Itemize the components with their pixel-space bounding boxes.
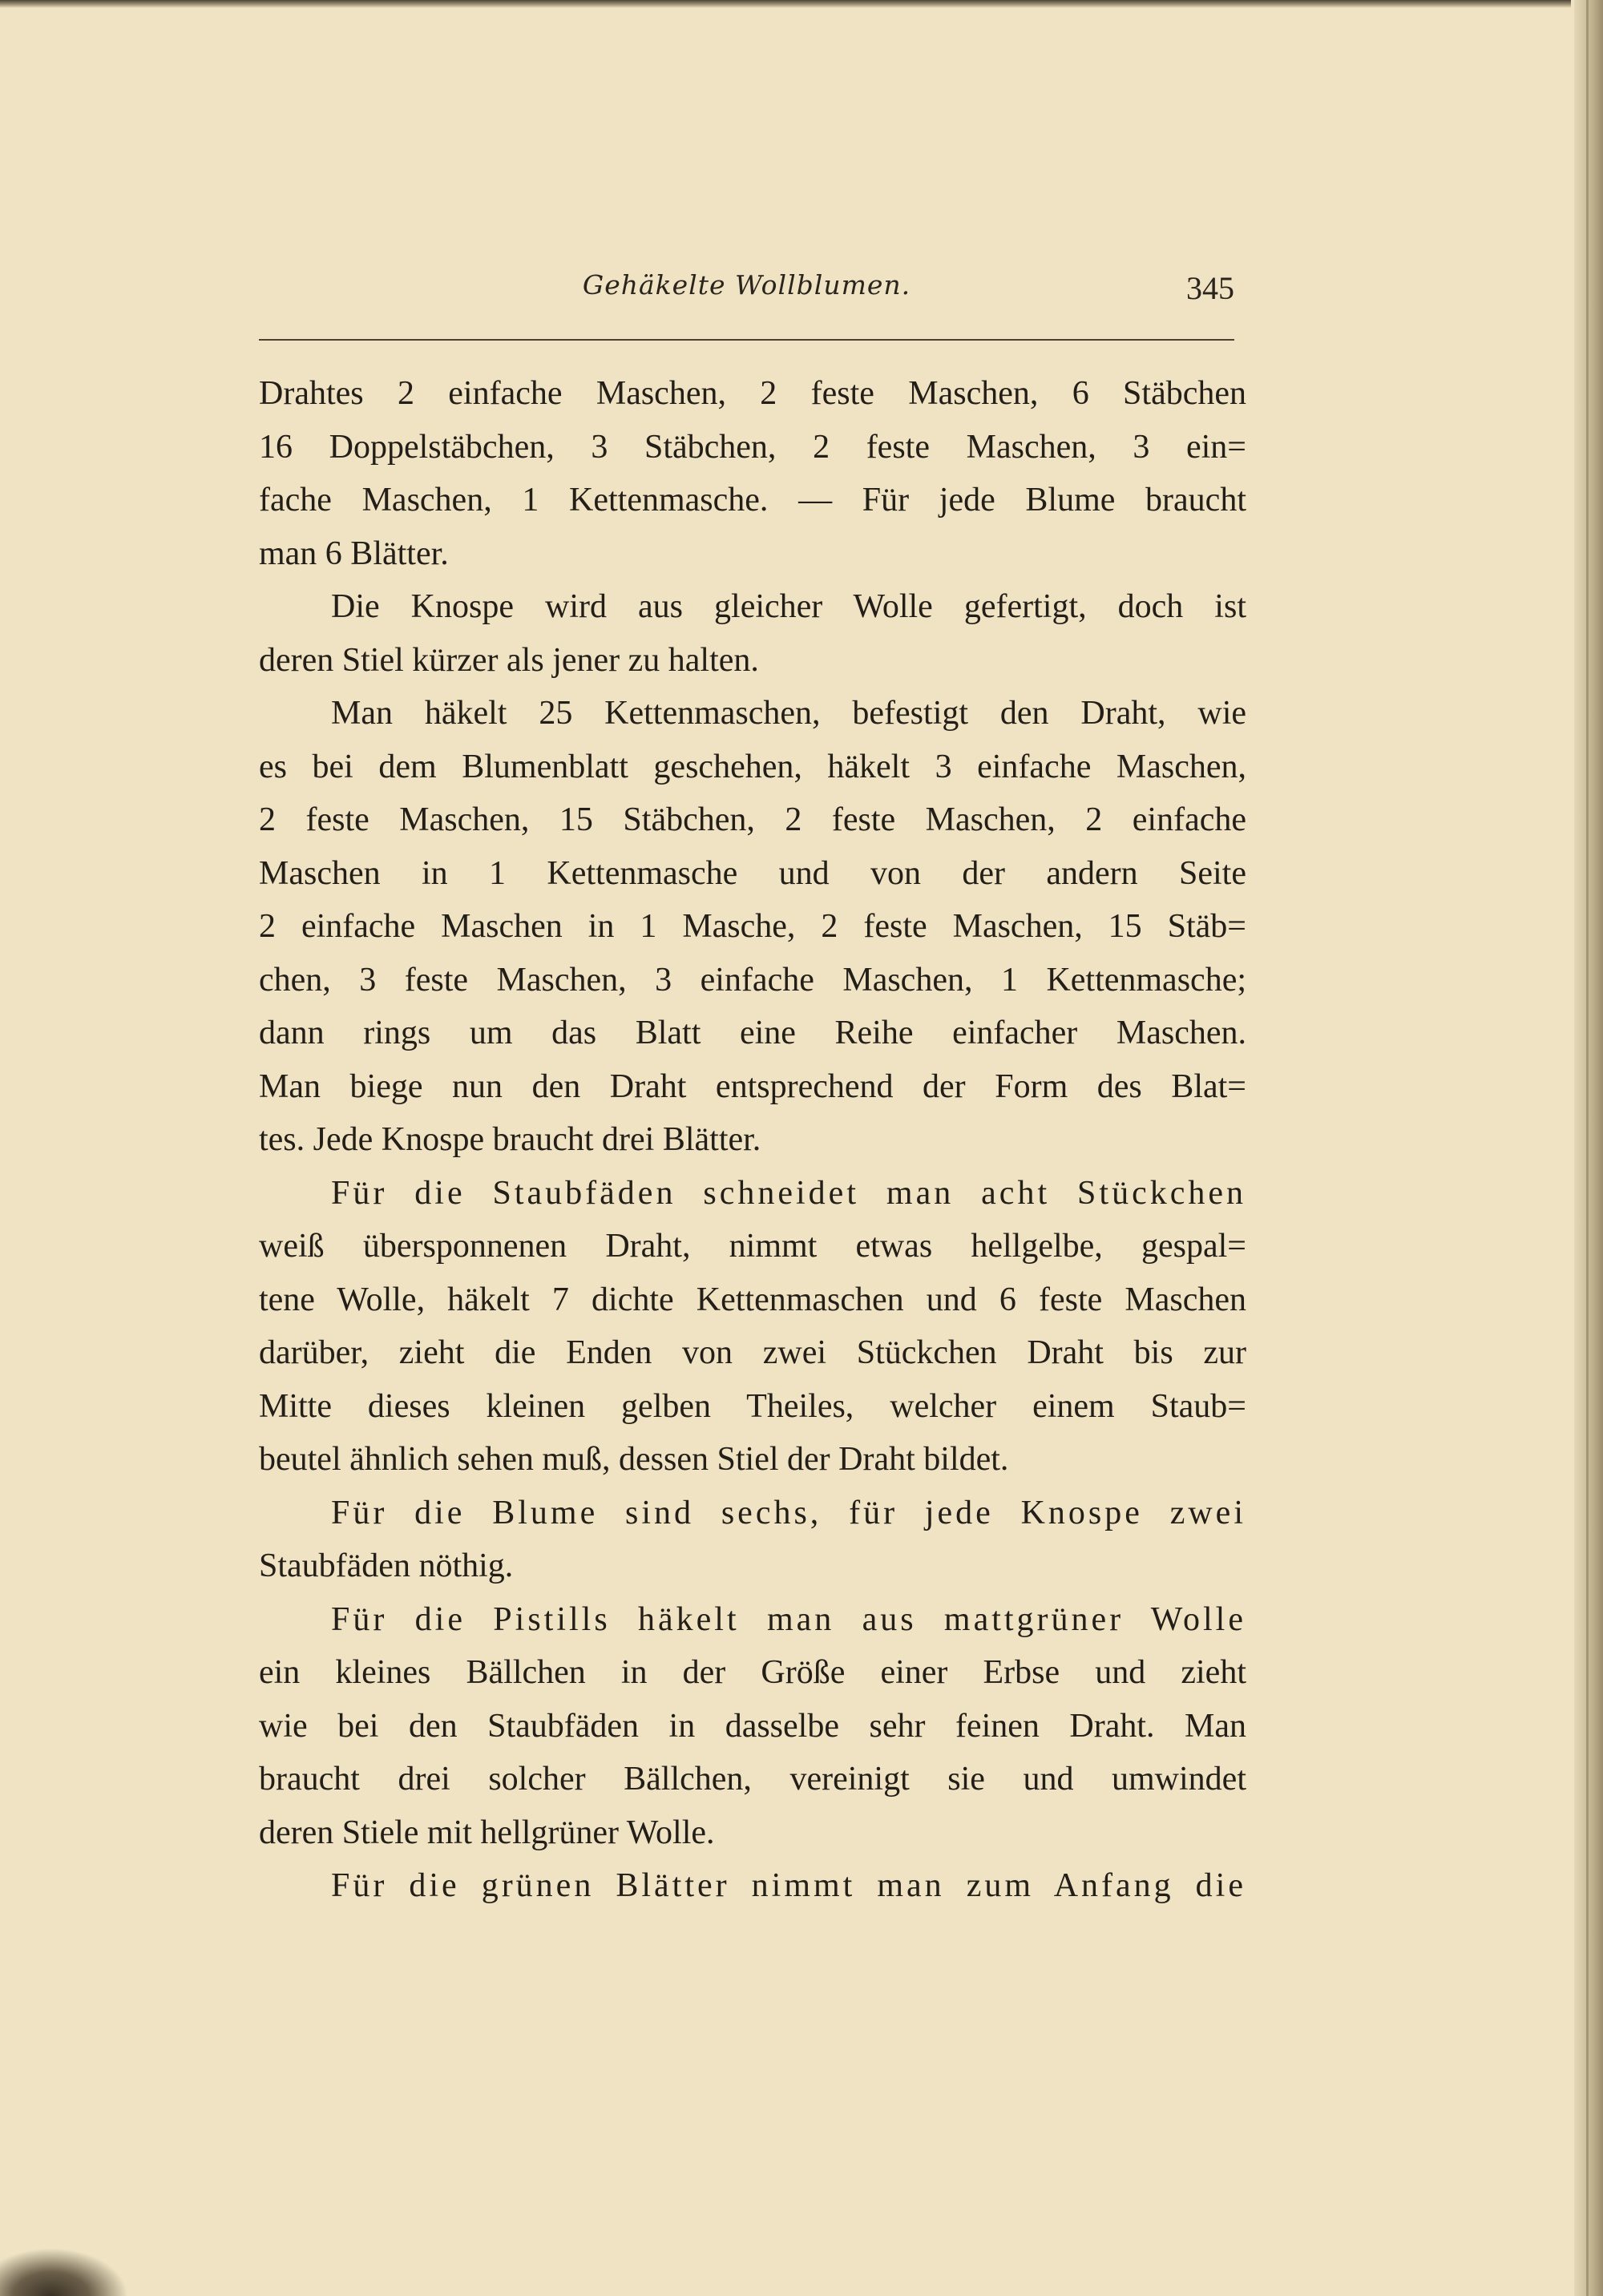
text-line: beutel ähnlich sehen muß, dessen Stiel der Draht bildet. bbox=[259, 1441, 1009, 1478]
text-line: ein kleines Bällchen in der Größe einer Erbse und zieht bbox=[259, 1654, 1246, 1691]
text-line: Für die Pistills häkelt man aus mattgrüner Wolle bbox=[331, 1600, 1246, 1638]
text-line: es bei dem Blumenblatt geschehen, häkelt 3 einfache Maschen, bbox=[259, 748, 1246, 785]
text-line: deren Stiel kürzer als jener zu halten. bbox=[259, 641, 759, 679]
running-head bbox=[259, 269, 1234, 314]
text-line: Die Knospe wird aus gleicher Wolle gefertigt, doch ist bbox=[331, 588, 1246, 625]
paragraph-line bbox=[259, 1593, 1246, 1647]
paragraph-line bbox=[259, 1487, 1246, 1540]
text-line: Mitte dieses kleinen gelben Theiles, welcher einem Staub= bbox=[259, 1387, 1246, 1425]
text-line: fache Maschen, 1 Kettenmasche. — Für jede Blume braucht bbox=[259, 482, 1246, 519]
text-line: weiß übersponnenen Draht, nimmt etwas hellgelbe, gespal= bbox=[259, 1228, 1246, 1265]
text-line: Für die Blume sind sechs, für jede Knospe zwei bbox=[331, 1494, 1246, 1531]
header-rule bbox=[259, 339, 1234, 341]
text-line: dann rings um das Blatt eine Reihe einfacher Maschen. bbox=[259, 1015, 1246, 1051]
running-head-title: Gehäkelte Wollblumen. bbox=[582, 269, 911, 301]
text-line: Staubfäden nöthig. bbox=[259, 1547, 514, 1584]
text-line: chen, 3 feste Maschen, 3 einfache Maschen, 1 Kettenmasche; bbox=[259, 961, 1246, 999]
text-line: Man biege nun den Draht entsprechend der Form des Blat= bbox=[259, 1067, 1246, 1105]
text-line: Für die Staubfäden schneidet man acht Stückchen bbox=[331, 1174, 1246, 1212]
text-line: deren Stiele mit hellgrüner Wolle. bbox=[259, 1814, 715, 1851]
text-line: Drahtes 2 einfache Maschen, 2 feste Maschen, 6 Stäbchen bbox=[259, 375, 1246, 412]
text-line: Maschen in 1 Kettenmasche und von der andern Seite bbox=[259, 854, 1246, 892]
text-line: 2 einfache Maschen in 1 Masche, 2 feste Maschen, 15 Stäb= bbox=[259, 908, 1246, 945]
paragraph-line bbox=[259, 580, 1246, 634]
page-binding-edge bbox=[1574, 0, 1603, 2296]
page-corner-shadow bbox=[0, 2248, 128, 2296]
text-line: darüber, zieht die Enden von zwei Stückchen Draht bis zur bbox=[259, 1334, 1246, 1371]
text-line: wie bei den Staubfäden in dasselbe sehr feinen Draht. Man bbox=[259, 1707, 1246, 1745]
text-line: Man häkelt 25 Kettenmaschen, befestigt den Draht, wie bbox=[331, 695, 1246, 732]
text-line: braucht drei solcher Bällchen, vereinigt sie und umwindet bbox=[259, 1761, 1246, 1798]
text-line: 2 feste Maschen, 15 Stäbchen, 2 feste Maschen, 2 einfache bbox=[259, 801, 1246, 838]
paragraph-line bbox=[259, 1167, 1246, 1221]
body-text bbox=[259, 367, 1246, 1913]
text-line: 16 Doppelstäbchen, 3 Stäbchen, 2 feste Maschen, 3 ein= bbox=[259, 428, 1246, 466]
text-line: Für die grünen Blätter nimmt man zum Anfang die bbox=[331, 1867, 1246, 1904]
paragraph-line bbox=[259, 687, 1246, 740]
paragraph-line bbox=[259, 1859, 1246, 1913]
page-number: 345 bbox=[1186, 270, 1234, 306]
text-line: tene Wolle, häkelt 7 dichte Kettenmaschen und 6 feste Maschen bbox=[259, 1281, 1246, 1318]
text-line: tes. Jede Knospe braucht drei Blätter. bbox=[259, 1121, 761, 1158]
page-top-edge-shadow bbox=[0, 0, 1571, 8]
text-line: man 6 Blätter. bbox=[259, 535, 449, 572]
page-fold-line bbox=[1586, 0, 1589, 2296]
